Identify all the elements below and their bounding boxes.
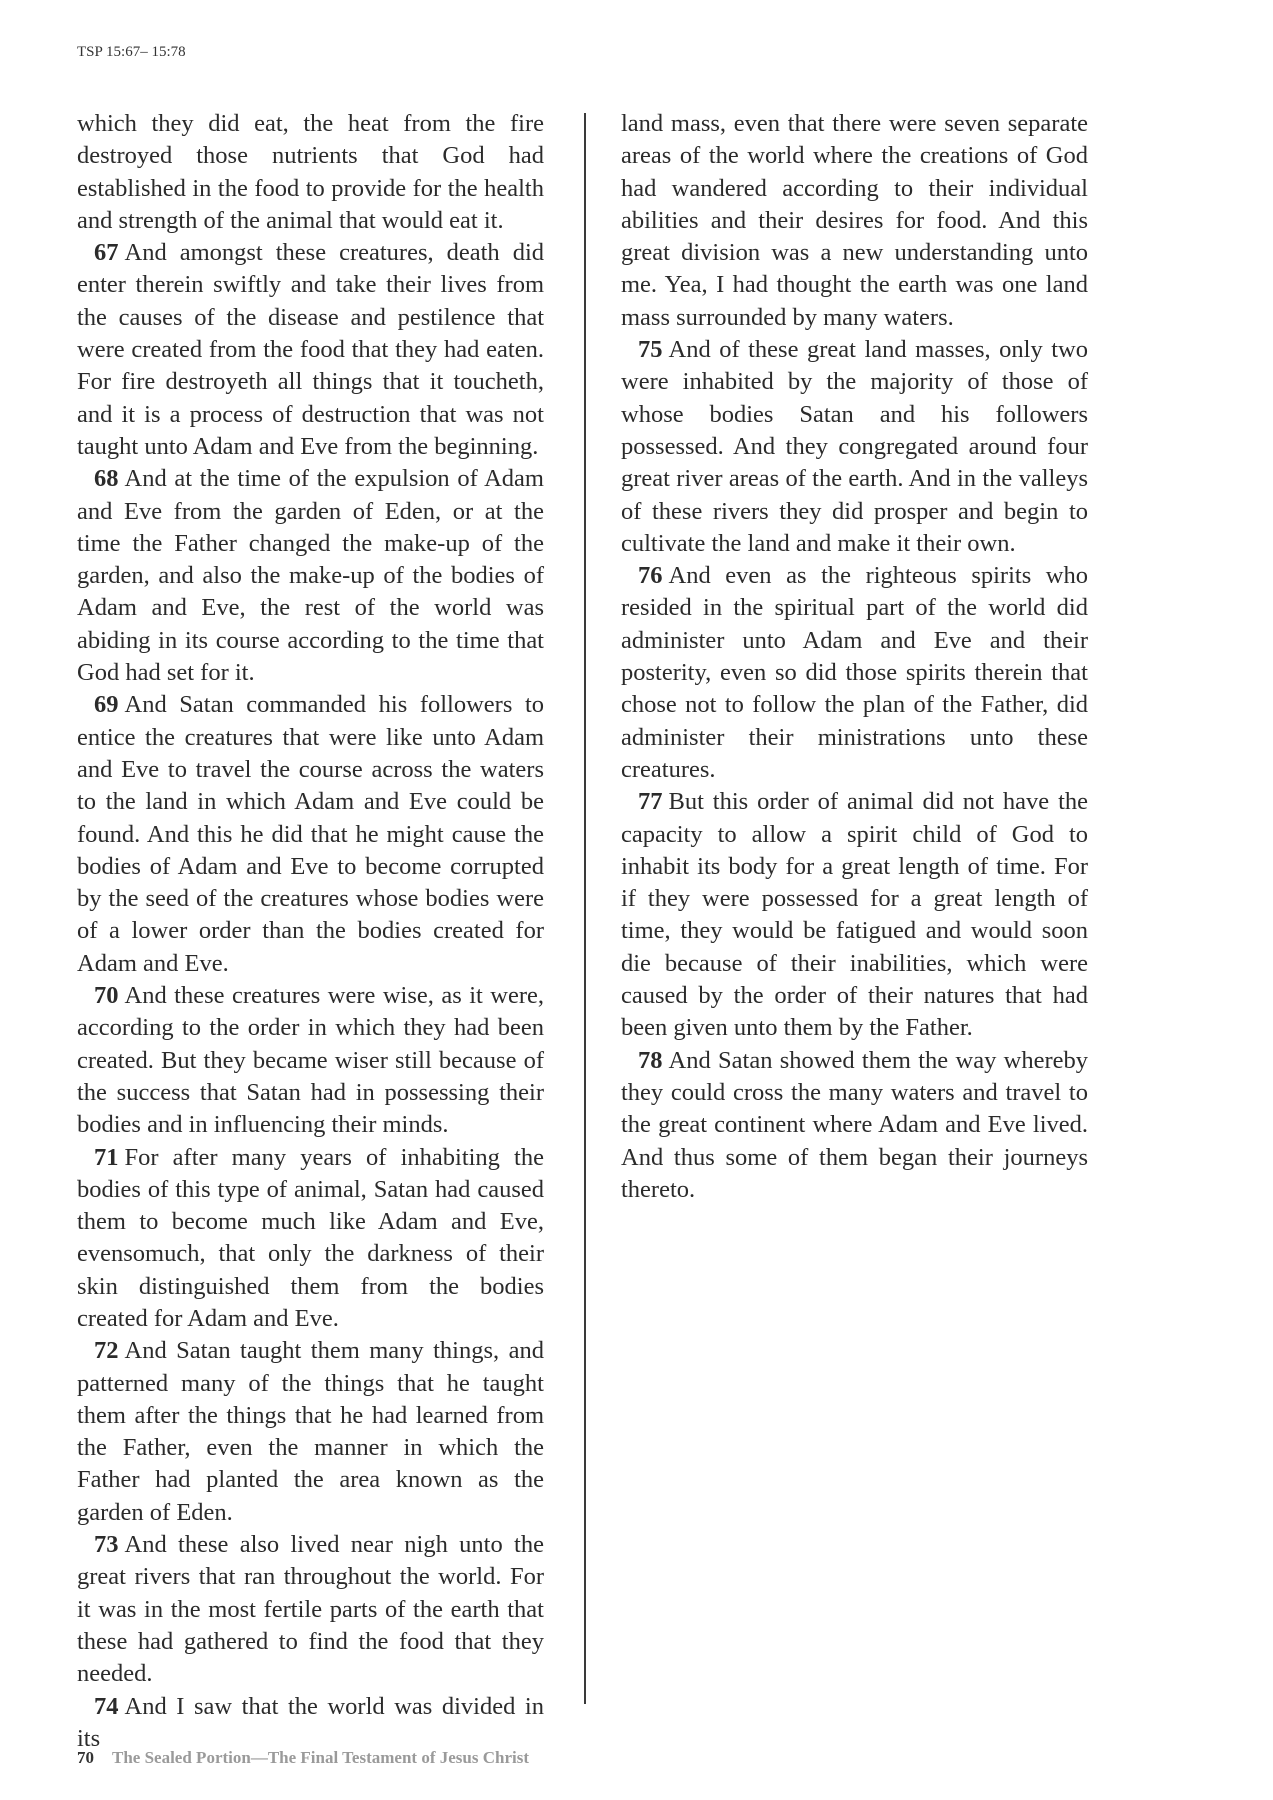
left-column xyxy=(77,108,544,1755)
verse-text: And these also lived near nigh unto the great rivers that ran throughout the world. For it was in the most fertile parts of the earth that these had gathered to find the food that they needed. xyxy=(77,1531,544,1688)
verse-text: And even as the righteous spirits who resided in the spiritual part of the world did administer unto Adam and Eve and their posterity, even so did those spirits therein that chose not to follow the plan of the Father, did administer their ministrations unto these creatures. xyxy=(621,562,1088,783)
verse-71 xyxy=(77,1142,544,1336)
verse-number: 67 xyxy=(94,239,119,267)
verse-number: 69 xyxy=(94,691,119,719)
verse-67 xyxy=(77,237,544,463)
verse-number: 71 xyxy=(94,1143,119,1171)
verse-number: 72 xyxy=(94,1337,119,1365)
verse-number: 75 xyxy=(638,336,663,364)
verse-73 xyxy=(77,1529,544,1690)
verse-text: And Satan showed them the way whereby they could cross the many waters and travel to the great continent where Adam and Eve lived. And thus some of them began their journeys thereto. xyxy=(621,1046,1088,1203)
verse-text: land mass, even that there were seven separate areas of the world where the creations of God had wandered according to their individual abilities and their desires for food. And this great division was a new understanding unto me. Yea, I had thought the earth was one land mass surrounded by many waters. xyxy=(621,110,1088,331)
running-head: TSP 15:67– 15:78 xyxy=(77,44,186,60)
verse-text: And Satan taught them many things, and patterned many of the things that he taught them after the things that he had learned from the Father, even the manner in which the Father had planted the area known as the garden of Eden. xyxy=(77,1337,544,1526)
verse-76 xyxy=(621,560,1088,786)
book-title: The Sealed Portion—The Final Testament of Jesus Christ xyxy=(112,1748,529,1767)
verse-text: For after many years of inhabiting the bodies of this type of animal, Satan had caused them to become much like Adam and Eve, evensomuch, that only the darkness of their skin distinguished them from the bodies created for Adam and Eve. xyxy=(77,1143,544,1332)
verse-number: 76 xyxy=(638,562,663,590)
verse-number: 70 xyxy=(94,982,119,1010)
verse-continuation xyxy=(77,108,544,237)
verse-77 xyxy=(621,786,1088,1044)
verse-text: And these creatures were wise, as it were, according to the order in which they had been created. But they became wiser still because of the success that Satan had in possessing their bodies and in influencing their minds. xyxy=(77,982,544,1139)
page-footer xyxy=(77,1748,529,1768)
verse-74 xyxy=(77,1691,544,1756)
verse-text: But this order of animal did not have the capacity to allow a spirit child of God to inhabit its body for a great length of time. For if they were possessed for a great length of time, they would be fatigued and would soon die because of their inabilities, which were caused by the order of their natures that had been given unto them by the Father. xyxy=(621,788,1088,1042)
verse-70 xyxy=(77,980,544,1141)
column-divider xyxy=(584,113,586,1704)
verse-text: And at the time of the expulsion of Adam and Eve from the garden of Eden, or at the time the Father changed the make-up of the garden, and also the make-up of the bodies of Adam and Eve, the rest of the world was abiding in its course according to the time that God had set for it. xyxy=(77,465,544,687)
verse-text: And I saw that the world was divided in its xyxy=(77,1692,544,1752)
verse-continuation xyxy=(621,108,1088,334)
verse-number: 74 xyxy=(94,1692,119,1720)
verse-number: 73 xyxy=(94,1531,119,1559)
verse-69 xyxy=(77,689,544,980)
verse-number: 78 xyxy=(638,1046,663,1074)
verse-text: which they did eat, the heat from the fire destroyed those nutrients that God had established in the food to provide for the health and strength of the animal that would eat it. xyxy=(77,110,544,234)
verse-75 xyxy=(621,334,1088,560)
verse-text: And Satan commanded his followers to entice the creatures that were like unto Adam and Eve to travel the course across the waters to the land in which Adam and Eve could be found. And this he did that he might cause the bodies of Adam and Eve to become corrupted by the seed of the creatures whose bodies were of a lower order than the bodies created for Adam and Eve. xyxy=(77,691,544,977)
page-number: 70 xyxy=(77,1748,94,1767)
verse-text: And of these great land masses, only two were inhabited by the majority of those of whose bodies Satan and his followers possessed. And they congregated around four great river areas of the earth. And in the valleys of these rivers they did prosper and begin to cultivate the land and make it their own. xyxy=(621,336,1088,557)
right-column xyxy=(621,108,1088,1206)
verse-number: 68 xyxy=(94,465,119,493)
verse-72 xyxy=(77,1335,544,1529)
verse-78 xyxy=(621,1045,1088,1206)
verse-number: 77 xyxy=(638,788,663,816)
verse-68 xyxy=(77,463,544,689)
verse-text: And amongst these creatures, death did enter therein swiftly and take their lives from the causes of the disease and pestilence that were created from the food that they had eaten. For fire destroyeth all things that it toucheth, and it is a process of destruction that was not taught unto Adam and Eve from the beginning. xyxy=(77,239,544,460)
